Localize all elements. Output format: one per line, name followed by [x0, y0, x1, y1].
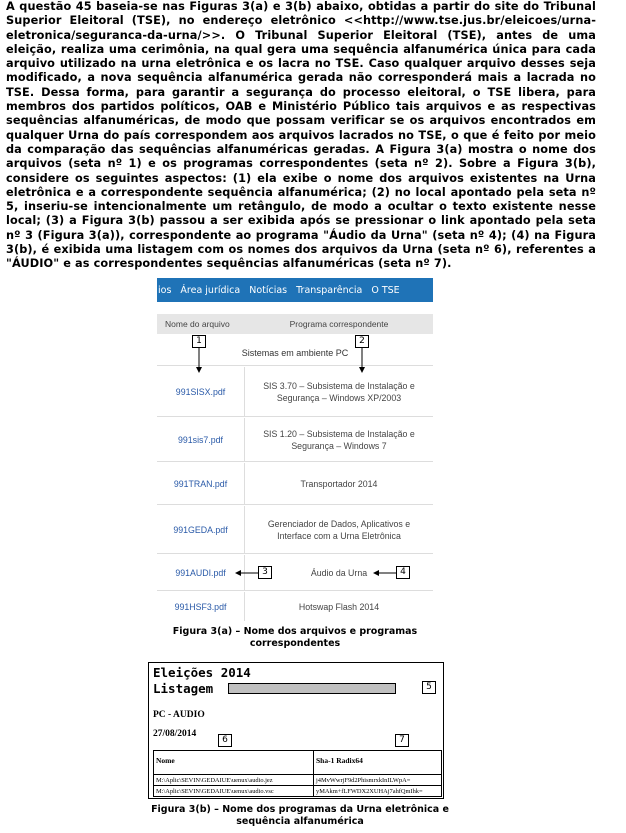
- table-row: [157, 506, 433, 554]
- table-header: [157, 314, 433, 334]
- arrow-tag-1: 1: [192, 335, 206, 348]
- program-name: SIS 3.70 – Subsistema de Instalação e Segurança – Windows XP/2003: [263, 380, 415, 403]
- program-name: SIS 1.20 – Subsistema de Instalação e Segurança – Windows 7: [263, 428, 415, 451]
- program-name: Gerenciador de Dados, Aplicativos e Interface com a Urna Eletrônica: [267, 518, 411, 541]
- arrow-tag-4: 4: [396, 566, 410, 579]
- table-row: [157, 367, 433, 417]
- file-link[interactable]: 991sis7.pdf: [157, 418, 245, 461]
- arrow-tag-3: 3: [258, 566, 272, 579]
- file-link[interactable]: 991SISX.pdf: [157, 367, 245, 416]
- header-program: Programa correspondente: [289, 319, 389, 329]
- table-row: [157, 592, 433, 621]
- table-row: [157, 418, 433, 462]
- table-row: [154, 786, 442, 797]
- listing-title: Eleições 2014: [153, 665, 251, 680]
- nav-item-area-juridica[interactable]: Área jurídica: [180, 284, 241, 296]
- hash-table: [153, 750, 442, 797]
- program-name: Hotswap Flash 2014: [298, 602, 380, 612]
- arrow-tag-2: 2: [355, 335, 369, 348]
- table-row: [157, 463, 433, 505]
- hash-table-header: [154, 751, 442, 775]
- listing-subtitle: PC - AUDIO: [153, 710, 205, 720]
- program-name: Áudio da Urna: [310, 567, 368, 578]
- nav-item-ios[interactable]: ios: [158, 284, 172, 296]
- listing-date: 27/08/2014: [153, 729, 197, 739]
- table-row: [154, 775, 442, 786]
- program-name: Transportador 2014: [300, 478, 378, 489]
- hash-value: j4MvWwrjF9d2PhismrxkInILWpA=: [314, 775, 442, 786]
- listing-label: Listagem: [153, 681, 214, 696]
- question-intro-paragraph: A questão 45 baseia-se nas Figuras 3(a) e 3(b) abaixo, obtidas a partir do site do Tribunal Superior Eleitoral (TSE), no endereço eletrônico <<http://www.tse.jus.br/eleicoes/urna-eletronica/seguranca-da-urna/>>. O Tribunal Superior Eleitoral (TSE), antes de uma eleição, realiza uma cerimônia, na qual gera uma sequência alfanumérica única para cada arquivo utilizado na urna eletrônica e os lacra no TSE. Caso qualquer arquivo desses seja modificado, a nova sequência alfanumérica gerada não corresponderá mais a lacrada no TSE. Dessa forma, para garantir a segurança do processo eleitoral, o TSE libera, para membros dos partidos políticos, OAB e Ministério Público tais arquivos e as respectivas sequências alfanuméricas, de modo que possam verificar se os arquivos encontrados em qualquer Urna do país correspondem aos arquivos lacrados no TSE, o que é feito por meio da comparação das sequências alfanuméricas geradas. A Figura 3(a) mostra o nome dos arquivos (seta nº 1) e os programas correspondentes (seta nº 2). Sobre a Figura 3(b), considere os seguintes aspectos: (1) ela exibe o nome dos arquivos existentes na Urna eletrônica e a correspondente sequência alfanumérica; (2) no local apontado pela seta nº 5, inseriu-se intencionalmente um retângulo, de modo a ocultar o texto existente nesse local; (3) a Figura 3(b) passou a ser exibida após se pressionar o link apontado pela seta nº 3 (Figura 3(a)), correspondente ao programa "Áudio da Urna" (seta nº 4); (4) na Figura 3(b), é exibida uma listagem com os nomes dos arquivos da Urna (seta nº 6), referentes a "ÁUDIO" e as correspondentes sequências alfanuméricas (seta nº 7).: [6, 0, 596, 271]
- arrow-tag-5: 5: [422, 681, 436, 694]
- nav-item-noticias[interactable]: Notícias: [249, 284, 288, 296]
- figure-3a-screenshot: [157, 278, 433, 621]
- arrow-tag-7: 7: [395, 734, 409, 747]
- header-file-name: Nome do arquivo: [165, 319, 230, 329]
- col-name: Nome: [154, 751, 314, 775]
- file-link[interactable]: 991TRAN.pdf: [157, 463, 245, 504]
- figure-3b-caption: Figura 3(b) – Nome dos programas da Urna eletrônica e sequência alfanumérica: [151, 804, 449, 827]
- nav-item-o-tse[interactable]: O TSE: [371, 284, 400, 296]
- arrow-tag-6: 6: [218, 734, 232, 747]
- nav-item-transparencia[interactable]: Transparência: [296, 284, 363, 296]
- file-link[interactable]: 991HSF3.pdf: [157, 592, 245, 621]
- section-title: Sistemas em ambiente PC: [157, 340, 433, 366]
- col-hash: Sha-1 Radix64: [314, 751, 442, 775]
- figure-3b-screenshot: [148, 662, 444, 799]
- file-path: M:\Aplic\SEVIN\GEDAIUE\uenux\audio.vsc: [154, 786, 314, 797]
- redaction-box: [228, 683, 396, 694]
- hash-value: yMAkm+fLFWDX2XUHAj7ahfQmIhk=: [314, 786, 442, 797]
- file-link[interactable]: 991AUDI.pdf: [157, 555, 245, 590]
- file-path: M:\Aplic\SEVIN\GEDAIUE\uenux\audio.jez: [154, 775, 314, 786]
- table-row: [157, 555, 433, 591]
- file-link[interactable]: 991GEDA.pdf: [157, 506, 245, 553]
- figure-3a-caption: Figura 3(a) – Nome dos arquivos e programas correspondentes: [172, 626, 418, 649]
- tse-navbar: [157, 278, 433, 302]
